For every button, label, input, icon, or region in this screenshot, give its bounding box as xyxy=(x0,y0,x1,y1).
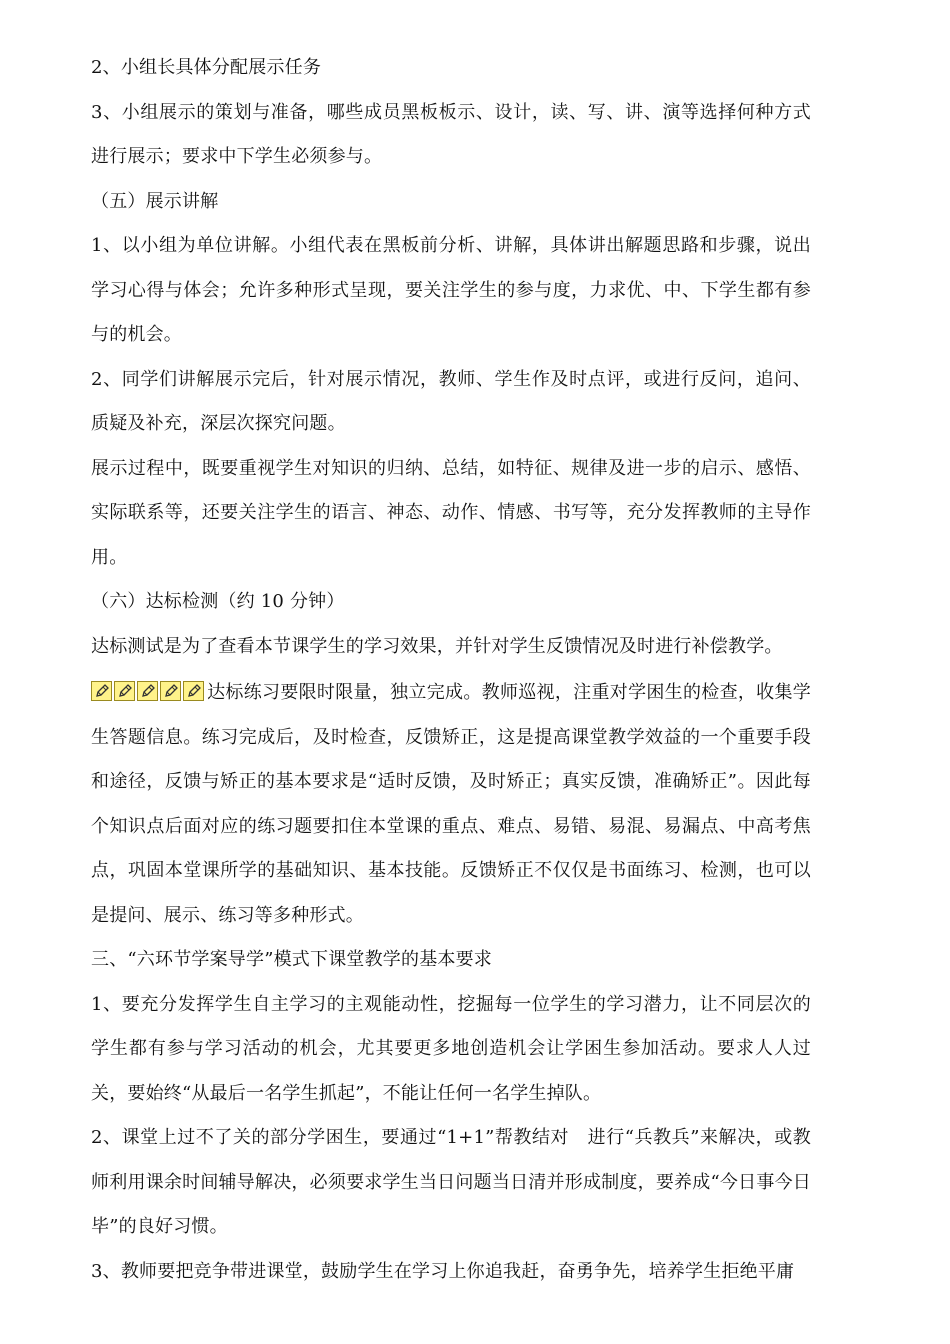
pen-icon xyxy=(137,681,158,701)
paragraph-assessment-practice xyxy=(91,671,811,938)
pen-icon xyxy=(91,681,112,701)
pen-icon xyxy=(160,681,181,701)
section-heading-6: （六）达标检测（约 10 分钟） xyxy=(91,591,345,612)
paragraph-assessment-practice-text: 达标练习要限时限量，独立完成。教师巡视，注重对学困生的检查，收集学生答题信息。练习完成后，及时检查，反馈矫正，这是提高课堂教学效益的一个重要手段和途径，反馈与矫正的基本要求是“适时反馈，及时矫正；真实反馈，准确矫正”。因此每个知识点后面对应的练习题要扣住本堂课的重点、难点、易错、易混、易漏点、中高考焦点，巩固本堂课所学的基础知识、基本技能。反馈矫正不仅仅是书面练习、检测，也可以是提问、展示、练习等多种形式。 xyxy=(91,682,811,926)
section-heading-5: （五）展示讲解 xyxy=(91,190,219,212)
pen-icon xyxy=(114,681,135,701)
pen-icon xyxy=(183,681,204,701)
paragraph-requirement-2: 2、课堂上过不了关的部分学困生，要通过“1+1”帮教结对 进行“兵教兵”来解决，或教师利用课余时间辅导解决，必须要求学生当日问题当日清并形成制度，要养成“今日事今日毕”的良好习惯。 xyxy=(91,1127,811,1237)
paragraph-group-explanation: 1、以小组为单位讲解。小组代表在黑板前分析、讲解，具体讲出解题思路和步骤，说出学习心得与体会；允许多种形式呈现，要关注学生的参与度，力求优、中、下学生都有参与的机会。 xyxy=(91,235,811,345)
paragraph-requirement-3: 3、教师要把竞争带进课堂，鼓励学生在学习上你追我赶，奋勇争先，培养学生拒绝平庸 xyxy=(91,1260,795,1282)
paragraph-task-assignment: 2、小组长具体分配展示任务 xyxy=(91,57,322,78)
paragraph-assessment-purpose: 达标测试是为了查看本节课学生的学习效果，并针对学生反馈情况及时进行补偿教学。 xyxy=(91,635,783,657)
section-heading-three: 三、“六环节学案导学”模式下课堂教学的基本要求 xyxy=(91,949,493,970)
paragraph-presentation-process: 展示过程中，既要重视学生对知识的归纳、总结，如特征、规律及进一步的启示、感悟、实际联系等，还要关注学生的语言、神态、动作、情感、书写等，充分发挥教师的主导作用。 xyxy=(91,457,811,568)
paragraph-peer-review: 2、同学们讲解展示完后，针对展示情况，教师、学生作及时点评，或进行反问，追问、质疑及补充，深层次探究问题。 xyxy=(91,368,811,434)
document-page xyxy=(91,46,811,1294)
paragraph-requirement-1: 1、要充分发挥学生自主学习的主观能动性，挖掘每一位学生的学习潜力，让不同层次的学生都有参与学习活动的机会，尤其要更多地创造机会让学困生参加活动。要求人人过关，要始终“从最后一名学生抓起”，不能让任何一名学生掉队。 xyxy=(91,993,811,1104)
pen-icon-group xyxy=(91,674,206,694)
paragraph-presentation-planning: 3、小组展示的策划与准备，哪些成员黑板板示、设计，读、写、讲、演等选择何种方式进行展示；要求中下学生必须参与。 xyxy=(91,101,811,167)
